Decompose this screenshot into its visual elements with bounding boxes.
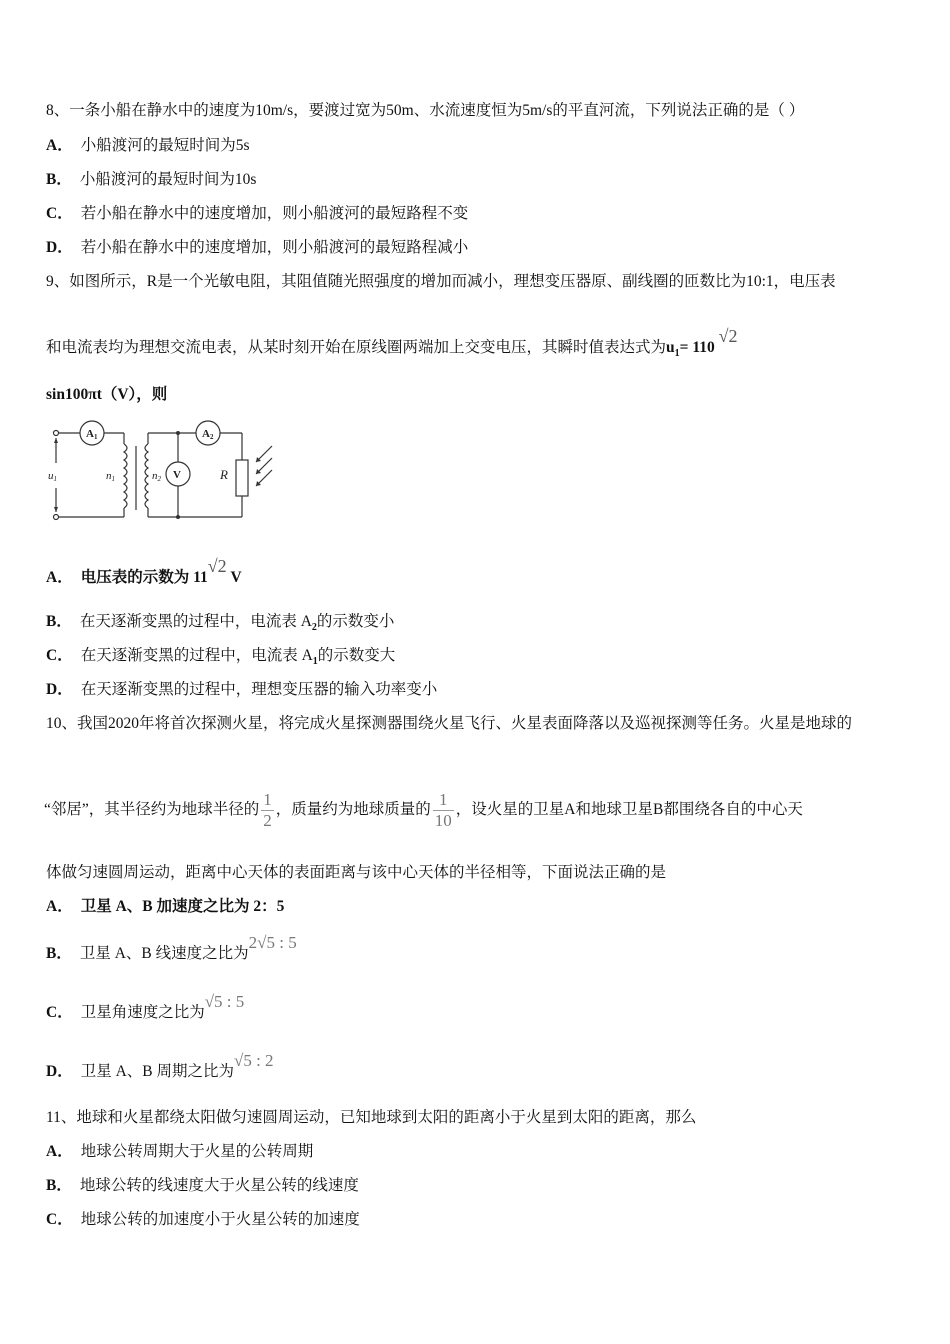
question-10-stem-line2 [44,790,803,831]
option-key: A． [46,137,73,154]
option-key: B． [46,945,72,962]
sqrt-two: √2 [718,326,738,346]
n2-label: n2 [152,470,161,483]
option-text: 卫星 A、B 加速度之比为 2：5 [80,898,285,915]
option-key: A． [46,1143,73,1160]
q10-option-a [46,897,284,917]
fraction-one-half: $\frac{1}{2}$ [263,790,272,830]
a2-label: A2 [202,428,214,441]
q8-option-c [46,204,468,224]
option-text: 卫星 A、B 周期之比为 [80,1063,234,1080]
voltage-symbol: $u_1= 110$ [666,339,715,360]
option-key: C． [46,1211,73,1228]
sqrt-two: √2 [207,556,227,576]
ratio-expression: √5 : 5 [204,992,245,1011]
q9-option-d [46,680,437,700]
option-key: A． [46,569,73,586]
option-text: 卫星角速度之比为 [80,1004,205,1021]
option-tail: V [226,569,242,586]
q11-option-c [46,1210,360,1230]
option-key: C． [46,647,73,664]
fraction-one-tenth: $\frac{1}{10}$ [434,790,452,830]
q10-option-d [46,1051,274,1082]
stem-text: ，质量约为地球质量的 [275,801,431,819]
option-text: 在天逐渐变黑的过程中，电流表 A [79,613,312,630]
subscript: 2 [311,622,317,634]
stem-text: “邻居”，其半径约为地球半径的 [44,801,260,819]
q10-option-b [46,933,297,964]
option-text: 地球公转的加速度小于火星公转的加速度 [80,1211,360,1228]
option-text: 地球公转周期大于火星的公转周期 [80,1143,314,1160]
ratio-expression: √5 : 2 [234,1051,274,1070]
a1-label: A1 [86,428,98,441]
q9-option-c [46,646,395,672]
q8-option-d [46,238,468,258]
option-text: 若小船在静水中的速度增加，则小船渡河的最短路程减小 [80,239,469,256]
option-text: 若小船在静水中的速度增加，则小船渡河的最短路程不变 [80,205,469,222]
transformer-circuit-diagram [44,418,284,524]
subscript: 1 [312,656,318,668]
option-text: 卫星 A、B 线速度之比为 [79,945,249,962]
option-key: B． [46,1177,72,1194]
option-tail: 的示数变小 [316,613,395,630]
option-key: A． [46,898,73,915]
question-10-stem-line3: 体做匀速圆周运动，距离中心天体的表面距离与该中心天体的半径相等，下面说法正确的是 [46,864,667,881]
option-text: 在天逐渐变黑的过程中，电流表 A [80,647,313,664]
u1-label: u1 [48,470,57,483]
question-9-stem-line2 [46,326,738,364]
question-9-stem-line3: sin100πt（V），则 [46,386,168,403]
q11-option-a [46,1142,313,1162]
question-8-stem: 8、一条小船在静水中的速度为10m/s，要渡过宽为50m、水流速度恒为5m/s的平直河流，下列说法正确的是（ ） [46,102,805,119]
option-key: B． [46,171,72,188]
v-label: V [173,469,181,481]
q8-option-a [46,136,250,156]
q10-option-c [46,992,245,1023]
option-tail: 的示数变大 [317,647,396,664]
question-9-stem-line1: 9、如图所示，R是一个光敏电阻，其阻值随光照强度的增加而减小，理想变压器原、副线圈的匝数比为10:1，电压表 [46,273,836,290]
q9-option-b [46,612,394,638]
option-key: C． [46,205,73,222]
question-10-stem-line1: 10、我国2020年将首次探测火星，将完成火星探测器围绕火星飞行、火星表面降落以及巡视探测等任务。火星是地球的 [46,715,853,732]
q9-option-a [46,556,242,588]
stem-text: 和电流表均为理想交流电表，从某时刻开始在原线圈两端加上交变电压，其瞬时值表达式为 [46,339,667,356]
option-key: D． [46,239,73,256]
n1-label: n1 [106,470,115,483]
stem-text: ，设火星的卫星A和地球卫星B都围绕各自的中心天 [455,801,803,819]
option-key: B． [46,613,72,630]
q11-option-b [46,1176,359,1196]
option-text: 小船渡河的最短时间为5s [80,137,250,154]
option-text: 地球公转的线速度大于火星公转的线速度 [79,1177,359,1194]
question-11-stem: 11、地球和火星都绕太阳做匀速圆周运动，已知地球到太阳的距离小于火星到太阳的距离，那么 [46,1109,697,1126]
q8-option-b [46,170,256,190]
ratio-expression: 2√5 : 5 [248,933,297,952]
photoresistor-icon [236,460,248,496]
option-text: 小船渡河的最短时间为10s [79,171,257,188]
option-key: D． [46,1063,73,1080]
option-text: 电压表的示数为 11 [80,569,208,586]
r-label: R [220,467,228,482]
option-key: C． [46,1004,73,1021]
option-key: D． [46,681,73,698]
option-text: 在天逐渐变黑的过程中，理想变压器的输入功率变小 [80,681,438,698]
